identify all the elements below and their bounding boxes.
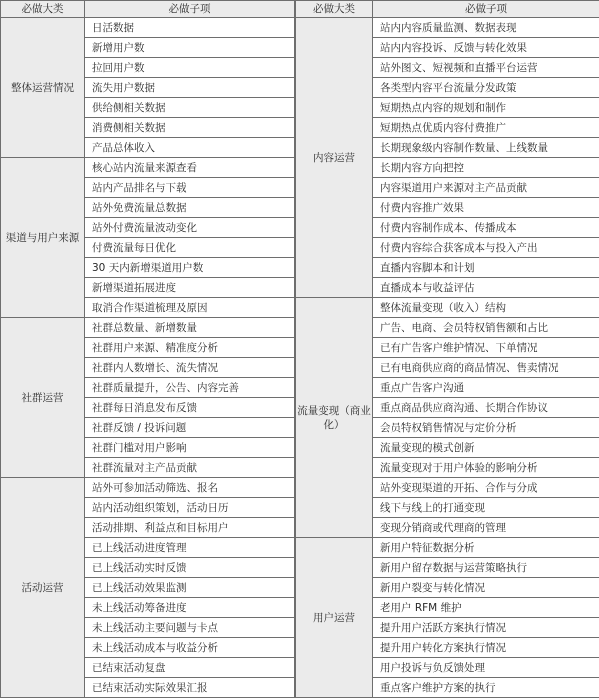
item-cell: 直播内容脚本和计划 — [373, 258, 599, 278]
item-cell: 短期热点优质内容付费推广 — [373, 118, 599, 138]
item-cell: 社群门槛对用户影响 — [85, 438, 295, 458]
header-item: 必做子项 — [85, 1, 295, 18]
item-cell: 站外变现渠道的开拓、合作与分成 — [373, 478, 599, 498]
item-cell: 活动排期、利益点和目标用户 — [85, 518, 295, 538]
item-cell: 日活数据 — [85, 18, 295, 38]
item-cell: 已上线活动进度管理 — [85, 538, 295, 558]
category-cell: 用户运营 — [296, 538, 373, 698]
item-cell: 取消合作渠道梳理及原因 — [85, 298, 295, 318]
table-header-row — [1, 1, 295, 18]
item-cell: 内容渠道用户来源对主产品贡献 — [373, 178, 599, 198]
category-cell: 内容运营 — [296, 18, 373, 298]
category-cell: 渠道与用户来源 — [1, 158, 85, 318]
item-cell: 站内产品排名与下载 — [85, 178, 295, 198]
item-cell: 未上线活动筹备进度 — [85, 598, 295, 618]
right-checklist-table — [295, 0, 599, 698]
table-header-row — [296, 1, 599, 18]
item-cell: 用户投诉与负反馈处理 — [373, 658, 599, 678]
item-cell: 流量变现的模式创新 — [373, 438, 599, 458]
item-cell: 产品总体收入 — [85, 138, 295, 158]
item-cell: 各类型内容平台流量分发政策 — [373, 78, 599, 98]
item-cell: 站外免费流量总数据 — [85, 198, 295, 218]
item-cell: 社群总数量、新增数量 — [85, 318, 295, 338]
item-cell: 新增用户数 — [85, 38, 295, 58]
item-cell: 付费内容推广效果 — [373, 198, 599, 218]
item-cell: 30 天内新增渠道用户数 — [85, 258, 295, 278]
item-cell: 拉回用户数 — [85, 58, 295, 78]
item-cell: 站外付费流量波动变化 — [85, 218, 295, 238]
item-cell: 社群流量对主产品贡献 — [85, 458, 295, 478]
item-cell: 流失用户数据 — [85, 78, 295, 98]
item-cell: 重点商品供应商沟通、长期合作协议 — [373, 398, 599, 418]
item-cell: 站内内容质量监测、数据表现 — [373, 18, 599, 38]
category-cell: 流量变现（商业化） — [296, 298, 373, 538]
item-cell: 社群每日消息发布反馈 — [85, 398, 295, 418]
item-cell: 社群质量提升，公告、内容完善 — [85, 378, 295, 398]
item-cell: 提升用户活跃方案执行情况 — [373, 618, 599, 638]
table-row — [296, 298, 599, 318]
category-cell: 活动运营 — [1, 478, 85, 698]
item-cell: 核心站内流量来源查看 — [85, 158, 295, 178]
item-cell: 新用户留存数据与运营策略执行 — [373, 558, 599, 578]
table-row — [1, 318, 295, 338]
item-cell: 付费流量每日优化 — [85, 238, 295, 258]
item-cell: 提升用户转化方案执行情况 — [373, 638, 599, 658]
item-cell: 长期现象级内容制作数量、上线数量 — [373, 138, 599, 158]
item-cell: 老用户 RFM 维护 — [373, 598, 599, 618]
header-category: 必做大类 — [1, 1, 85, 18]
item-cell: 短期热点内容的规划和制作 — [373, 98, 599, 118]
left-table-body — [1, 18, 295, 698]
item-cell: 已结束活动实际效果汇报 — [85, 678, 295, 698]
item-cell: 站外图文、短视频和直播平台运营 — [373, 58, 599, 78]
item-cell: 整体流量变现（收入）结构 — [373, 298, 599, 318]
item-cell: 站内活动组织策划，活动日历 — [85, 498, 295, 518]
left-checklist-table — [0, 0, 295, 698]
item-cell: 站外可参加活动筛选、报名 — [85, 478, 295, 498]
item-cell: 重点客户维护方案的执行 — [373, 678, 599, 698]
item-cell: 站内内容投诉、反馈与转化效果 — [373, 38, 599, 58]
item-cell: 新用户特征数据分析 — [373, 538, 599, 558]
item-cell: 新用户裂变与转化情况 — [373, 578, 599, 598]
item-cell: 变现分销商或代理商的管理 — [373, 518, 599, 538]
item-cell: 直播成本与收益评估 — [373, 278, 599, 298]
item-cell: 社群用户来源、精准度分析 — [85, 338, 295, 358]
category-cell: 整体运营情况 — [1, 18, 85, 158]
category-cell: 社群运营 — [1, 318, 85, 478]
item-cell: 流量变现对于用户体验的影响分析 — [373, 458, 599, 478]
item-cell: 长期内容方向把控 — [373, 158, 599, 178]
right-table-body — [296, 18, 599, 698]
item-cell: 消费侧相关数据 — [85, 118, 295, 138]
header-item: 必做子项 — [373, 1, 599, 18]
table-row — [296, 18, 599, 38]
item-cell: 已结束活动复盘 — [85, 658, 295, 678]
item-cell: 已上线活动实时反馈 — [85, 558, 295, 578]
item-cell: 会员特权销售情况与定价分析 — [373, 418, 599, 438]
item-cell: 已有广告客户维护情况、下单情况 — [373, 338, 599, 358]
table-row — [1, 478, 295, 498]
item-cell: 已上线活动效果监测 — [85, 578, 295, 598]
item-cell: 线下与线上的打通变现 — [373, 498, 599, 518]
item-cell: 广告、电商、会员特权销售额和占比 — [373, 318, 599, 338]
item-cell: 重点广告客户沟通 — [373, 378, 599, 398]
table-row — [296, 538, 599, 558]
item-cell: 社群反馈 / 投诉问题 — [85, 418, 295, 438]
item-cell: 付费内容综合获客成本与投入产出 — [373, 238, 599, 258]
item-cell: 付费内容制作成本、传播成本 — [373, 218, 599, 238]
header-category: 必做大类 — [296, 1, 373, 18]
table-row — [1, 158, 295, 178]
item-cell: 新增渠道拓展进度 — [85, 278, 295, 298]
item-cell: 供给侧相关数据 — [85, 98, 295, 118]
item-cell: 未上线活动主要问题与卡点 — [85, 618, 295, 638]
item-cell: 未上线活动成本与收益分析 — [85, 638, 295, 658]
table-row — [1, 18, 295, 38]
item-cell: 社群内人数增长、流失情况 — [85, 358, 295, 378]
item-cell: 已有电商供应商的商品情况、售卖情况 — [373, 358, 599, 378]
